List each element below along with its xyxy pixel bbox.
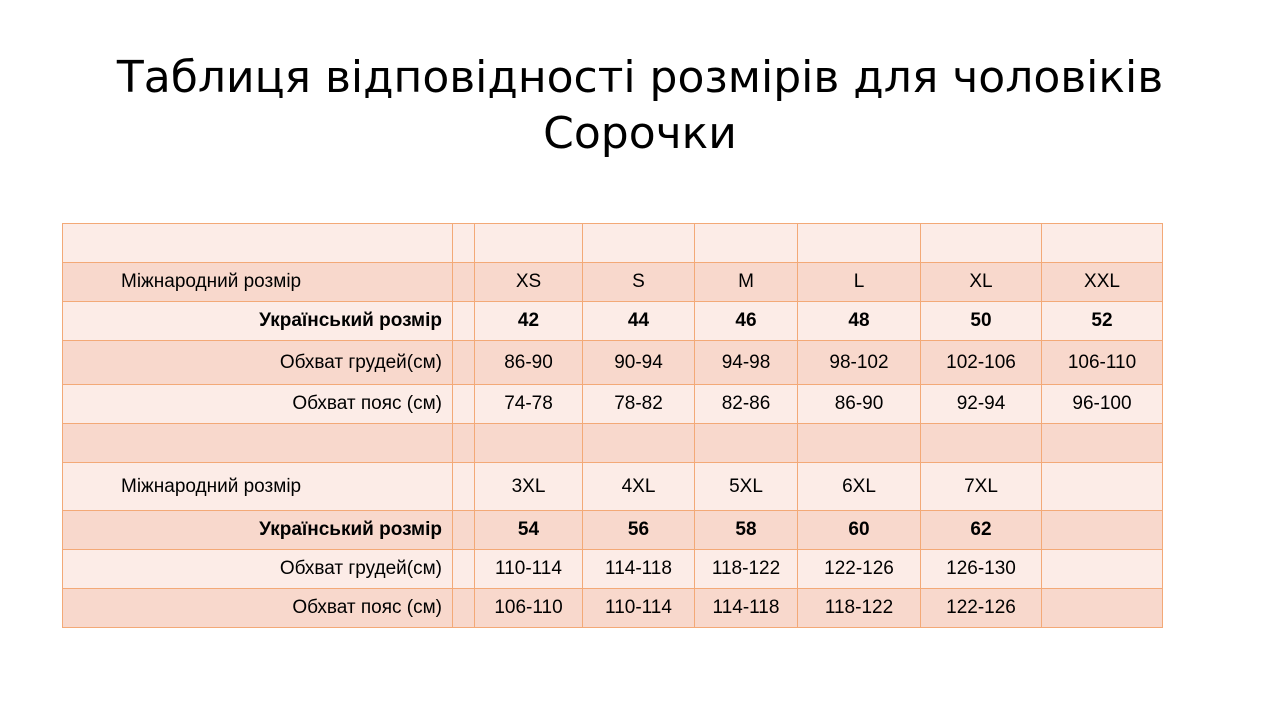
table-cell: 96-100 bbox=[1042, 385, 1163, 424]
row-label: Міжнародний розмір bbox=[63, 463, 453, 511]
table-cell bbox=[1042, 463, 1163, 511]
table-row-intl-1 bbox=[63, 263, 1163, 302]
table-cell: 78-82 bbox=[583, 385, 695, 424]
table-row-waist-1 bbox=[63, 385, 1163, 424]
table-cell bbox=[63, 224, 453, 263]
table-cell: 90-94 bbox=[583, 341, 695, 385]
table-cell bbox=[1042, 424, 1163, 463]
table-cell bbox=[583, 424, 695, 463]
table-cell bbox=[475, 224, 583, 263]
table-cell: 110-114 bbox=[475, 550, 583, 589]
table-cell: 106-110 bbox=[475, 589, 583, 628]
table-cell: XL bbox=[921, 263, 1042, 302]
table-cell bbox=[63, 424, 453, 463]
table-cell: 7XL bbox=[921, 463, 1042, 511]
table-cell bbox=[1042, 224, 1163, 263]
row-label: Міжнародний розмір bbox=[63, 263, 453, 302]
table-cell: 110-114 bbox=[583, 589, 695, 628]
row-label: Обхват грудей(см) bbox=[63, 550, 453, 589]
table-cell: 74-78 bbox=[475, 385, 583, 424]
table-cell: 52 bbox=[1042, 302, 1163, 341]
table-cell bbox=[583, 224, 695, 263]
table-cell: 44 bbox=[583, 302, 695, 341]
page-title bbox=[0, 50, 1280, 162]
row-label: Обхват пояс (см) bbox=[63, 385, 453, 424]
table-cell bbox=[695, 224, 798, 263]
table-cell: 126-130 bbox=[921, 550, 1042, 589]
table-cell bbox=[1042, 511, 1163, 550]
table-cell bbox=[1042, 550, 1163, 589]
size-table bbox=[62, 223, 1163, 628]
table-cell bbox=[453, 511, 475, 550]
table-cell: 58 bbox=[695, 511, 798, 550]
table-cell: 82-86 bbox=[695, 385, 798, 424]
table-cell bbox=[798, 224, 921, 263]
table-row-empty-middle bbox=[63, 424, 1163, 463]
table-cell: 60 bbox=[798, 511, 921, 550]
table-cell: 106-110 bbox=[1042, 341, 1163, 385]
row-label: Обхват грудей(см) bbox=[63, 341, 453, 385]
table-cell bbox=[453, 224, 475, 263]
table-cell: 118-122 bbox=[798, 589, 921, 628]
table-cell: 114-118 bbox=[695, 589, 798, 628]
row-label: Обхват пояс (см) bbox=[63, 589, 453, 628]
table-cell bbox=[453, 341, 475, 385]
table-cell: 50 bbox=[921, 302, 1042, 341]
table-cell: 3XL bbox=[475, 463, 583, 511]
table-cell: 122-126 bbox=[921, 589, 1042, 628]
title-line-1: Таблиця відповідності розмірів для чоловіків bbox=[116, 52, 1164, 103]
table-cell: L bbox=[798, 263, 921, 302]
table-cell bbox=[475, 424, 583, 463]
table-cell bbox=[921, 224, 1042, 263]
table-cell bbox=[798, 424, 921, 463]
table-row-ukr-1 bbox=[63, 302, 1163, 341]
table-cell bbox=[453, 463, 475, 511]
table-cell: 62 bbox=[921, 511, 1042, 550]
row-label: Український розмір bbox=[63, 302, 453, 341]
table-cell: 46 bbox=[695, 302, 798, 341]
table-row-chest-1 bbox=[63, 341, 1163, 385]
table-row-ukr-2 bbox=[63, 511, 1163, 550]
table-cell bbox=[453, 550, 475, 589]
table-cell: 98-102 bbox=[798, 341, 921, 385]
table-cell: 94-98 bbox=[695, 341, 798, 385]
table-cell: 114-118 bbox=[583, 550, 695, 589]
table-cell: 4XL bbox=[583, 463, 695, 511]
table-cell: 5XL bbox=[695, 463, 798, 511]
table-row-waist-2 bbox=[63, 589, 1163, 628]
table-cell: 92-94 bbox=[921, 385, 1042, 424]
table-cell bbox=[921, 424, 1042, 463]
table-cell bbox=[453, 302, 475, 341]
table-cell: XXL bbox=[1042, 263, 1163, 302]
table-cell: 86-90 bbox=[475, 341, 583, 385]
table-cell: 86-90 bbox=[798, 385, 921, 424]
table-cell: 6XL bbox=[798, 463, 921, 511]
table-row-intl-2 bbox=[63, 463, 1163, 511]
table-cell bbox=[453, 424, 475, 463]
table-cell bbox=[695, 424, 798, 463]
table-cell: 54 bbox=[475, 511, 583, 550]
table-cell: M bbox=[695, 263, 798, 302]
table-cell: 102-106 bbox=[921, 341, 1042, 385]
table-row-empty-top bbox=[63, 224, 1163, 263]
title-line-2: Сорочки bbox=[543, 108, 737, 159]
table-row-chest-2 bbox=[63, 550, 1163, 589]
table-cell: 118-122 bbox=[695, 550, 798, 589]
row-label: Український розмір bbox=[63, 511, 453, 550]
table-cell: 122-126 bbox=[798, 550, 921, 589]
table-cell: XS bbox=[475, 263, 583, 302]
table-cell bbox=[453, 263, 475, 302]
table-cell: S bbox=[583, 263, 695, 302]
table-cell: 56 bbox=[583, 511, 695, 550]
table-cell: 48 bbox=[798, 302, 921, 341]
table-cell bbox=[1042, 589, 1163, 628]
table-cell bbox=[453, 385, 475, 424]
table-cell: 42 bbox=[475, 302, 583, 341]
table-cell bbox=[453, 589, 475, 628]
